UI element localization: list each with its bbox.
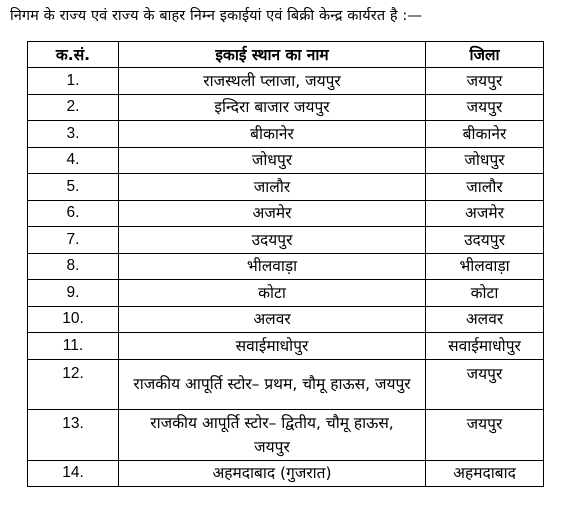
row-district: सवाईमाधोपुर <box>426 333 544 360</box>
row-district: जयपुर <box>426 410 544 461</box>
row-unit-name: उदयपुर <box>119 227 426 254</box>
table-row <box>28 306 544 333</box>
table-row <box>28 174 544 201</box>
row-district: बीकानेर <box>426 121 544 148</box>
row-serial: 14. <box>28 460 119 487</box>
row-unit-name: जोधपुर <box>119 147 426 174</box>
row-serial: 10. <box>28 306 119 333</box>
intro-text: निगम के राज्य एवं राज्य के बाहर निम्न इकाईयां एवं बिक्री केन्द्र कार्यरत है :— <box>10 8 422 24</box>
header-district: जिला <box>426 42 544 68</box>
table-header-row <box>28 42 544 68</box>
row-serial: 9. <box>28 280 119 307</box>
row-unit-name: कोटा <box>119 280 426 307</box>
header-unit-name: इकाई स्थान का नाम <box>119 42 426 68</box>
row-serial: 13. <box>28 410 119 461</box>
row-unit-name: अजमेर <box>119 200 426 227</box>
row-serial: 11. <box>28 333 119 360</box>
header-serial: क.सं. <box>28 42 119 68</box>
units-table <box>27 41 544 487</box>
row-serial: 8. <box>28 253 119 280</box>
row-district: जयपुर <box>426 68 544 95</box>
table-row <box>28 333 544 360</box>
table-row <box>28 280 544 307</box>
row-unit-name: सवाईमाधोपुर <box>119 333 426 360</box>
row-district: जालौर <box>426 174 544 201</box>
row-district: कोटा <box>426 280 544 307</box>
table-row <box>28 410 544 461</box>
row-unit-name: अहमदाबाद (गुजरात) <box>119 460 426 487</box>
table-row <box>28 460 544 487</box>
row-unit-name: भीलवाड़ा <box>119 253 426 280</box>
row-district: अजमेर <box>426 200 544 227</box>
table-row <box>28 94 544 121</box>
table-row <box>28 227 544 254</box>
table-row <box>28 200 544 227</box>
row-serial: 3. <box>28 121 119 148</box>
row-unit-name: अलवर <box>119 306 426 333</box>
row-district: भीलवाड़ा <box>426 253 544 280</box>
row-unit-name: जालौर <box>119 174 426 201</box>
row-serial: 6. <box>28 200 119 227</box>
row-district: अलवर <box>426 306 544 333</box>
row-unit-name: इन्दिरा बाजार जयपुर <box>119 94 426 121</box>
row-serial: 7. <box>28 227 119 254</box>
row-district: जयपुर <box>426 359 544 410</box>
table-row <box>28 253 544 280</box>
table-row <box>28 147 544 174</box>
row-unit-name: राजस्थली प्लाजा, जयपुर <box>119 68 426 95</box>
row-district: जयपुर <box>426 94 544 121</box>
row-serial: 5. <box>28 174 119 201</box>
row-unit-name: बीकानेर <box>119 121 426 148</box>
table-row <box>28 68 544 95</box>
table-row <box>28 121 544 148</box>
row-serial: 1. <box>28 68 119 95</box>
row-serial: 12. <box>28 359 119 410</box>
row-serial: 4. <box>28 147 119 174</box>
row-unit-name: राजकीय आपूर्ति स्टोर– द्वितीय, चौमू हाऊस, जयपुर <box>119 410 426 461</box>
row-district: जोधपुर <box>426 147 544 174</box>
row-unit-name: राजकीय आपूर्ति स्टोर– प्रथम, चौमू हाऊस, जयपुर <box>119 359 426 410</box>
table-row <box>28 359 544 410</box>
row-district: उदयपुर <box>426 227 544 254</box>
row-serial: 2. <box>28 94 119 121</box>
row-district: अहमदाबाद <box>426 460 544 487</box>
